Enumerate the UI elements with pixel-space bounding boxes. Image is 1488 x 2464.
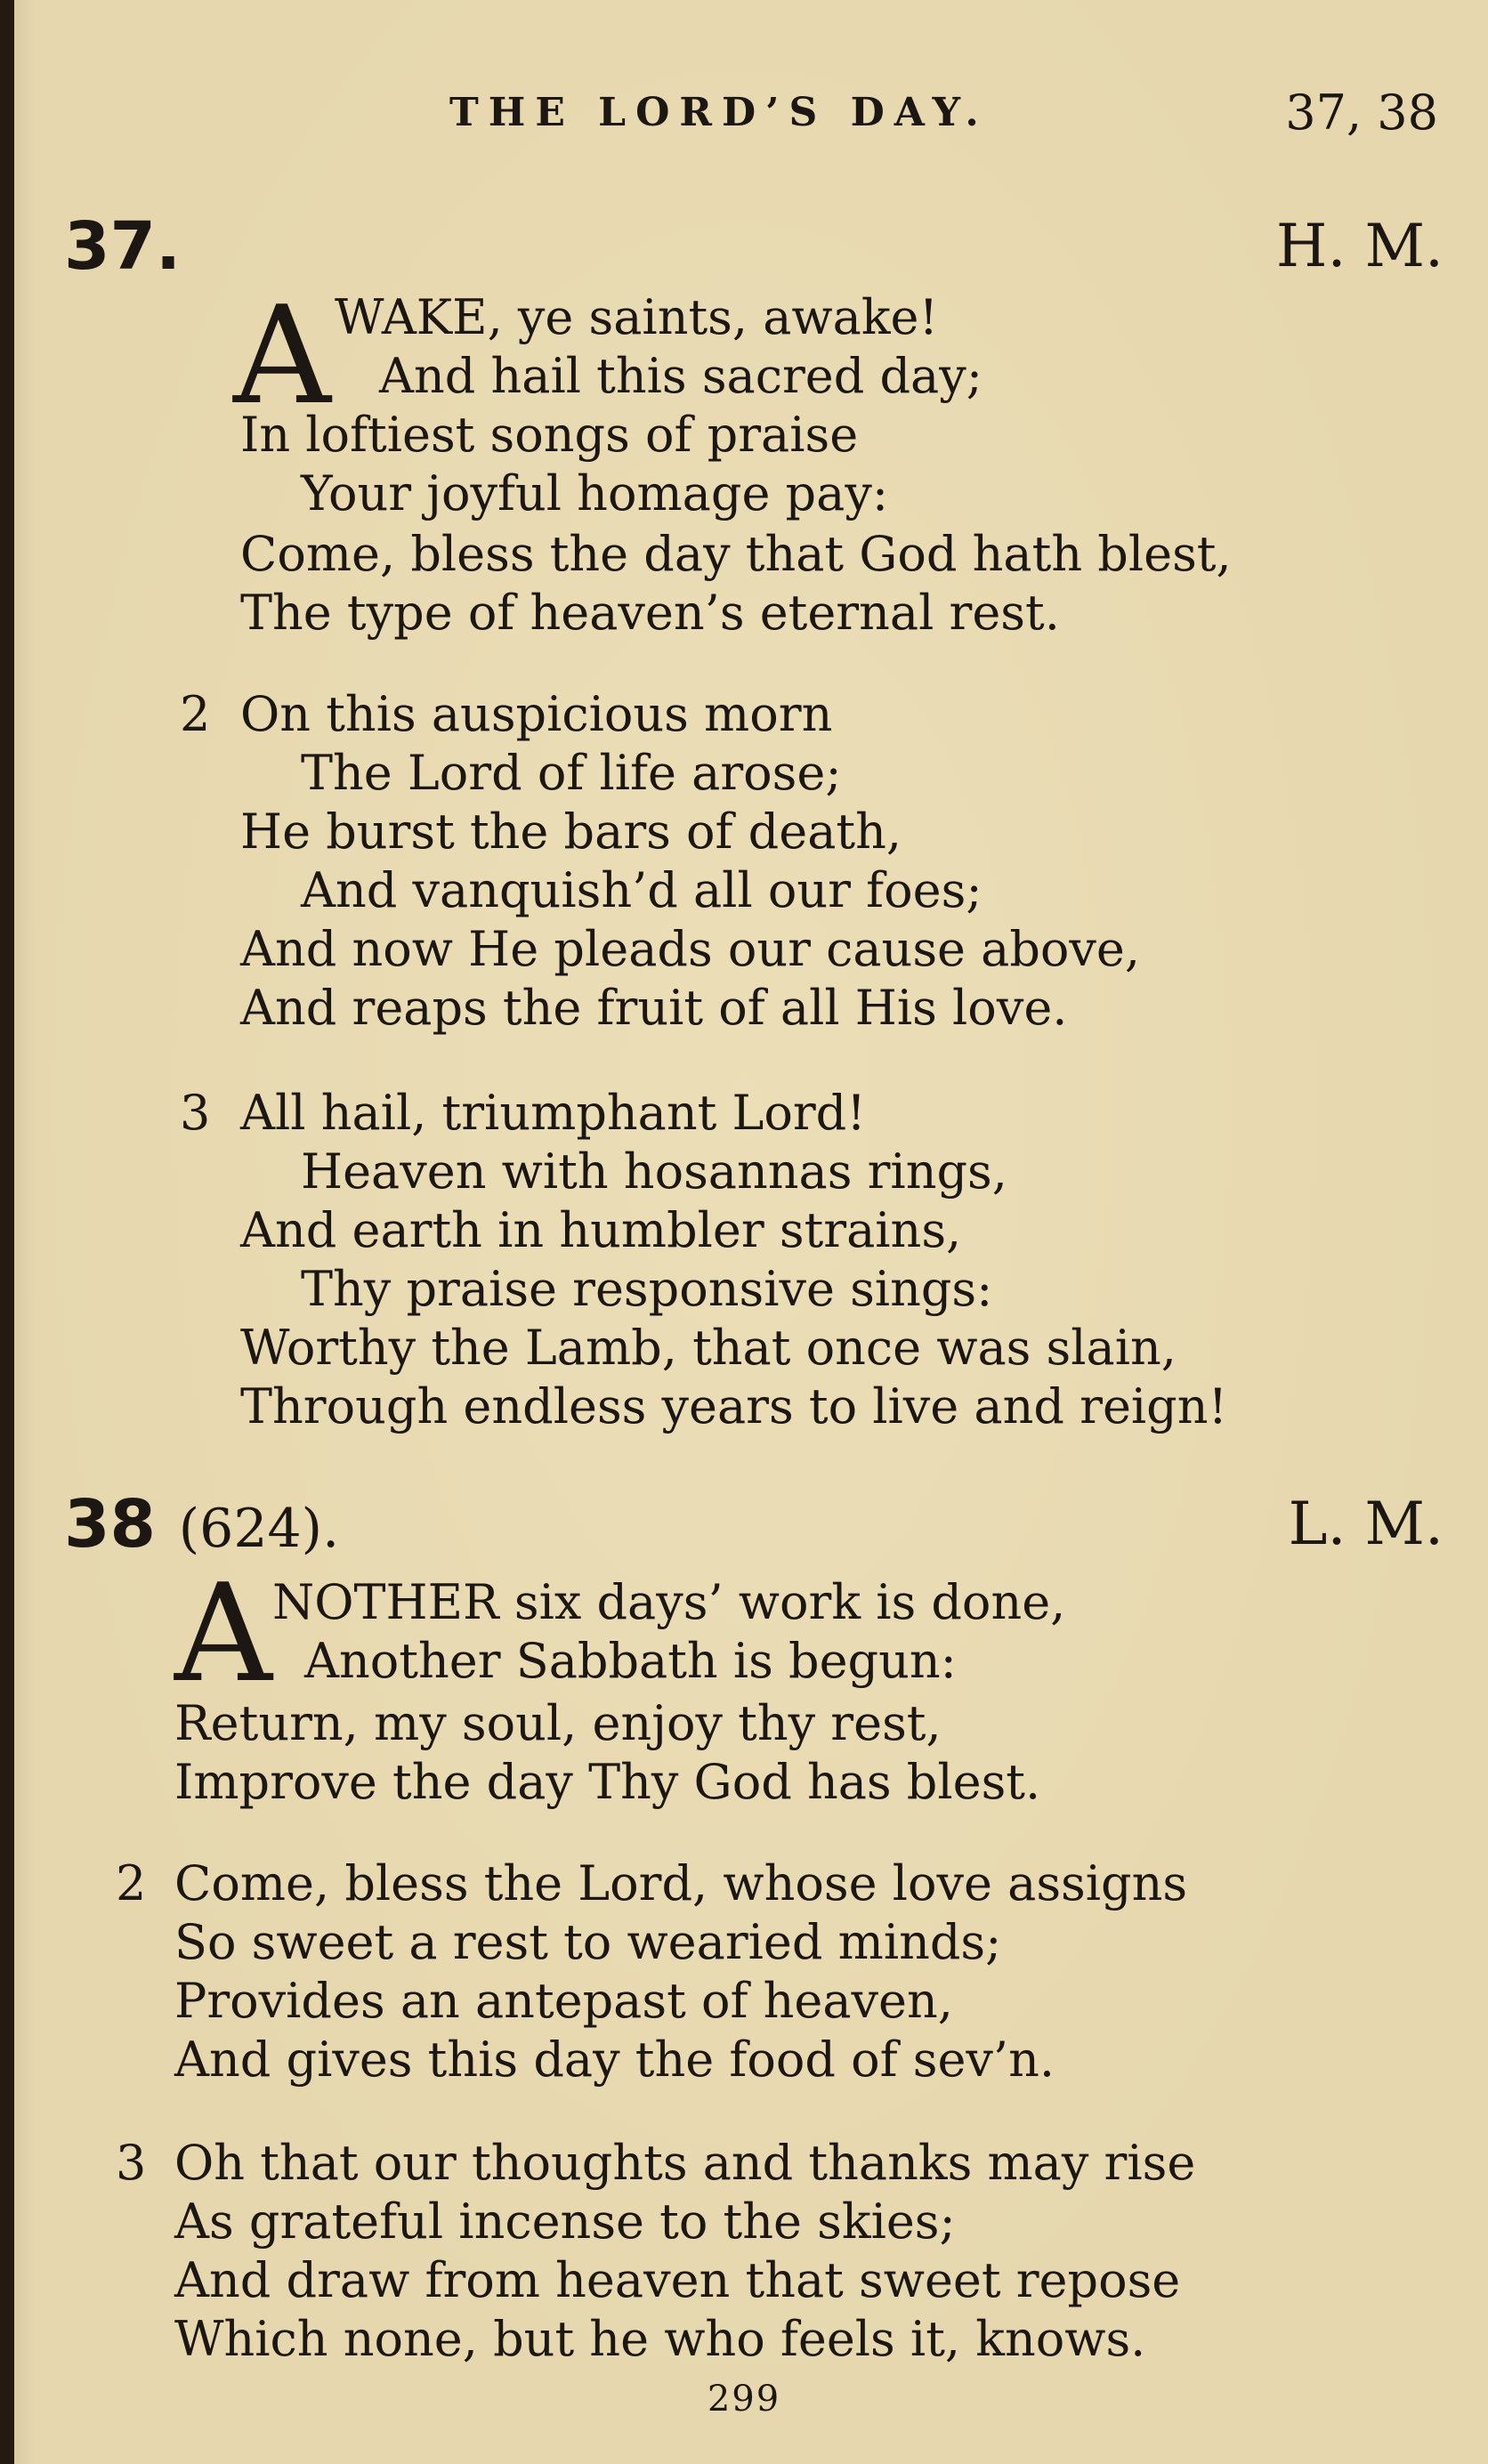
verse-line: Improve the day Thy God has blest. xyxy=(174,1754,1041,1810)
verse-number: 3 xyxy=(116,2135,147,2191)
verse-line: Thy praise responsive sings: xyxy=(301,1261,993,1317)
page-number: 299 xyxy=(707,2379,781,2420)
hymn-meter: L. M. xyxy=(1288,1490,1444,1558)
verse-line: He burst the bars of death, xyxy=(240,804,902,860)
verse-line: And vanquish’d all our foes; xyxy=(301,862,983,918)
running-header-title: THE LORD’S DAY. xyxy=(449,90,989,135)
verse-line: Worthy the Lamb, that once was slain, xyxy=(240,1320,1177,1376)
running-header-hymn-numbers: 37, 38 xyxy=(1285,85,1438,141)
verse-line: Return, my soul, enjoy thy rest, xyxy=(174,1695,942,1751)
verse-line: Your joyful homage pay: xyxy=(301,465,889,521)
book-spine-shadow xyxy=(0,0,14,2464)
verse-line: So sweet a rest to wearied minds; xyxy=(174,1914,1002,1970)
running-header xyxy=(0,82,1488,144)
verse-line: The Lord of life arose; xyxy=(301,745,842,801)
verse-line: Come, bless the Lord, whose love assigns xyxy=(174,1855,1188,1911)
verse-line: And gives this day the food of sev’n. xyxy=(174,2032,1055,2088)
verse-number: 2 xyxy=(116,1855,147,1911)
verse-number: 3 xyxy=(180,1085,211,1141)
hymn-38-heading xyxy=(0,1484,1488,1564)
verse-line: NOTHER six days’ work is done, xyxy=(272,1574,1066,1630)
hymn-37-heading xyxy=(0,206,1488,287)
verse-line: And reaps the fruit of all His love. xyxy=(240,980,1068,1036)
verse-line: Heaven with hosannas rings, xyxy=(301,1143,1007,1200)
verse-line: All hail, triumphant Lord! xyxy=(240,1085,866,1141)
drop-cap: A xyxy=(233,277,331,434)
verse-line: As grateful incense to the skies; xyxy=(174,2193,956,2250)
verse-line: Oh that our thoughts and thanks may rise xyxy=(174,2135,1196,2191)
drop-cap: A xyxy=(174,1555,272,1712)
hymn-meter: H. M. xyxy=(1275,212,1444,280)
verse-line: Another Sabbath is begun: xyxy=(304,1633,957,1689)
verse-line: And hail this sacred day; xyxy=(379,348,983,404)
verse-line: The type of heaven’s eternal rest. xyxy=(240,585,1060,641)
verse-line: And earth in humbler strains, xyxy=(240,1202,962,1258)
verse-line: Come, bless the day that God hath blest, xyxy=(240,526,1232,582)
verse-line: In loftiest songs of praise xyxy=(240,407,859,463)
hymn-number: 37. xyxy=(64,208,182,285)
verse-line: Which none, but he who feels it, knows. xyxy=(174,2311,1146,2367)
verse-number: 2 xyxy=(180,686,211,742)
verse-line: On this auspicious morn xyxy=(240,686,833,742)
verse-line: And draw from heaven that sweet repose xyxy=(174,2252,1181,2308)
verse-line: Provides an antepast of heaven, xyxy=(174,1973,953,2029)
hymn-number: 38 (624). xyxy=(64,1486,340,1563)
verse-line: WAKE, ye saints, awake! xyxy=(335,289,939,345)
verse-line: Through endless years to live and reign! xyxy=(240,1378,1228,1434)
verse-line: And now He pleads our cause above, xyxy=(240,921,1141,977)
